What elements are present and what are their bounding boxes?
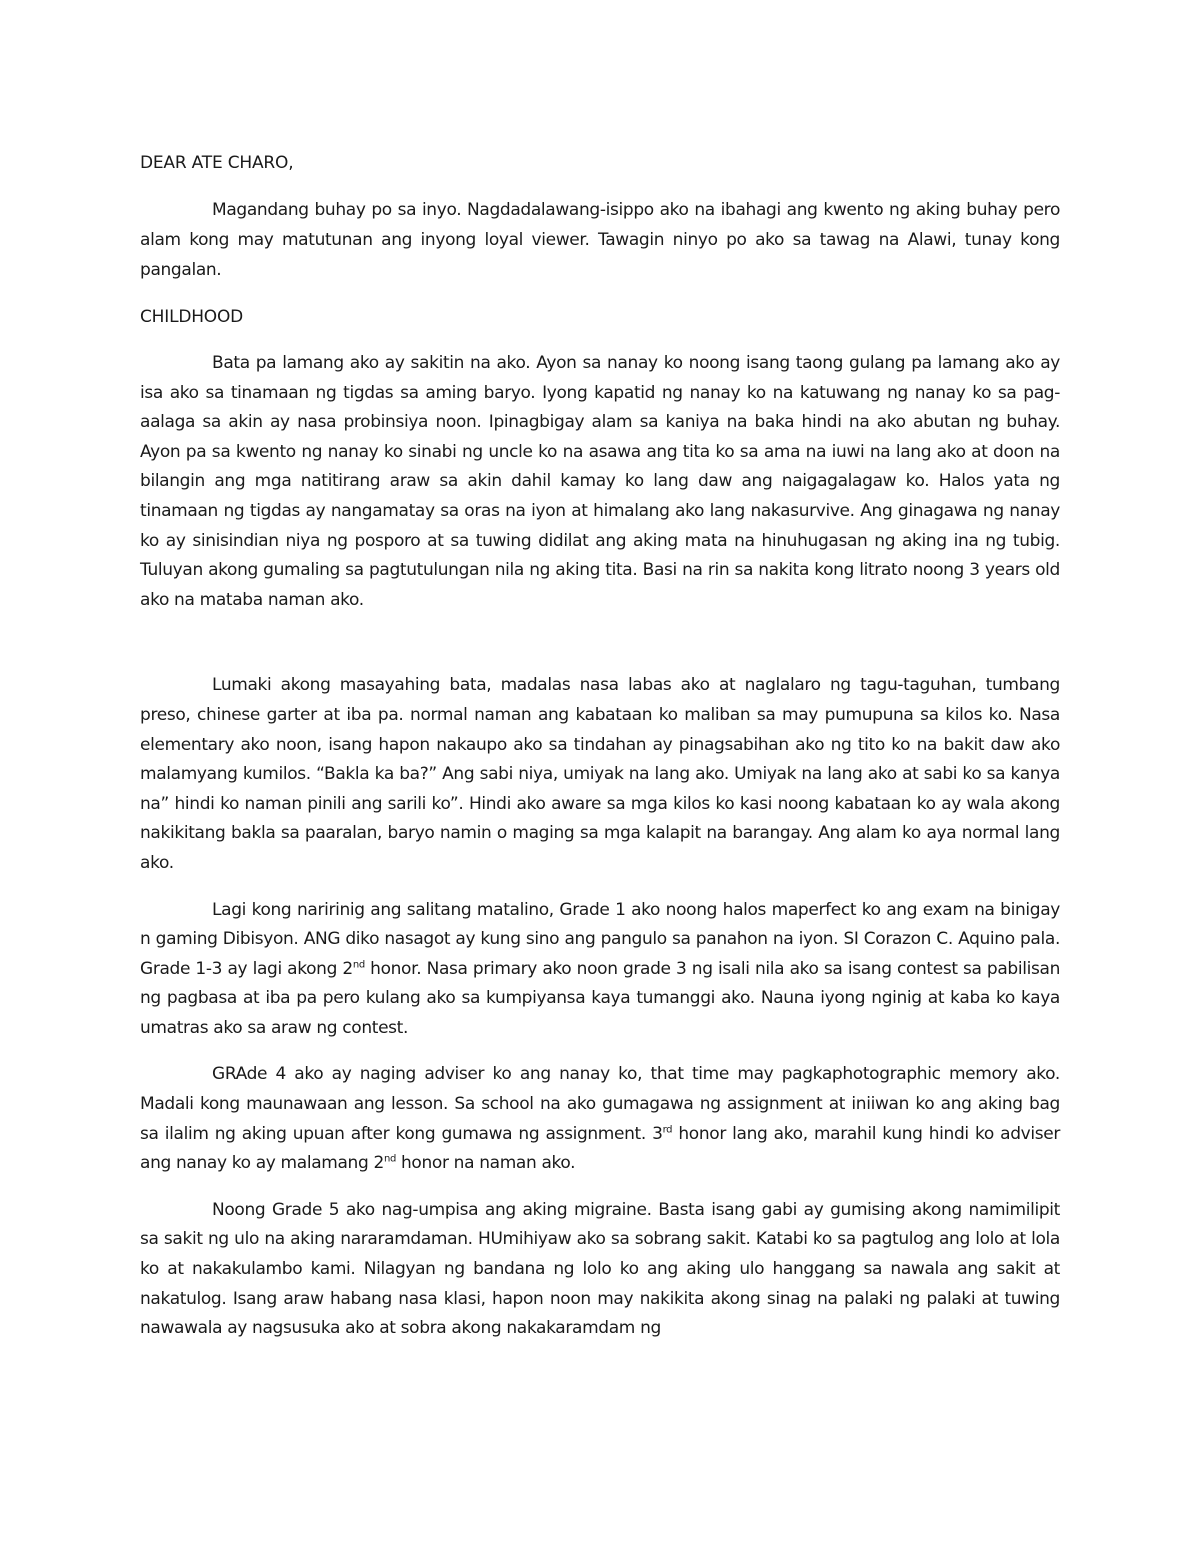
letter-body <box>140 148 1060 1361</box>
paragraph-text: Lagi kong naririnig ang salitang matalino, Grade 1 ako noong halos maperfect ko ang exam na binigay n gaming Dibisyon. ANG diko nasagot ay kung sino ang pangulo sa panahon na iyon. SI Corazon C. Aquino pala. Grade 1-3 ay lagi akong 2 <box>140 899 1060 979</box>
paragraph-grade-school <box>140 896 1060 1044</box>
paragraph-childhood-illness: Bata pa lamang ako ay sakitin na ako. Ayon sa nanay ko noong isang taong gulang pa lamang ako ay isa ako sa tinamaan ng tigdas sa aming baryo. Iyong kapatid ng nanay ko na katuwang ng nanay ko sa pag-aalaga sa akin ay nasa probinsiya noon. Ipinagbigay alam sa kaniya na baka hindi na ako abutan ng buhay. Ayon pa sa kwento ng nanay ko sinabi ng uncle ko na asawa ang tita ko sa ama na iuwi na lang ako at doon na bilangin ang mga natitirang araw sa akin dahil kamay ko lang daw ang naigagalagaw ko. Halos yata ng tinamaan ng tigdas ay nangamatay sa oras na iyon at himalang ako lang nakasurvive. Ang ginagawa ng nanay ko ay sinisindian niya ng posporo at sa tuwing didilat ang aking mata na hinuhugasan ng aking ina ng tubig. Tuluyan akong gumaling sa pagtutulungan nila ng aking tita. Basi na rin sa nakita kong litrato noong 3 years old ako na mataba naman ako. <box>140 353 1060 610</box>
paragraph-text: honor na naman ako. <box>395 1153 576 1174</box>
paragraph-text: honor. Nasa primary ako noon grade 3 ng isali nila ako sa isang contest sa pabilisan ng pagbasa at iba pa pero kulang ako sa kumpiyansa kaya tumanggi ako. Nauna iyong nginig at kaba ko kaya umatras ako sa araw ng contest. <box>140 958 1060 1038</box>
superscript-ordinal: nd <box>352 959 365 971</box>
paragraph-migraine: Noong Grade 5 ako nag-umpisa ang aking migraine. Basta isang gabi ay gumising akong namimilipit sa sakit ng ulo na aking nararamdaman. HUmihiyaw ako sa sobrang sakit. Katabi ko sa pagtulog ang lolo at lola ko at nakakulambo kami. Nilagyan ng bandana ng lolo ko ang aking ulo hanggang sa nawala ang sakit at nakatulog. Isang araw habang nasa klasi, hapon noon may nakikita akong sinag na palaki ng palaki at tuwing nawawala ay nagsusuka ako at sobra akong nakakaramdam ng <box>140 1199 1060 1339</box>
section-heading-childhood: CHILDHOOD <box>140 307 244 327</box>
paragraph-text: honor lang ako, marahil kung hindi ko adviser ang nanay ko ay malamang 2 <box>140 1123 1060 1174</box>
superscript-ordinal: nd <box>383 1153 396 1165</box>
paragraph-text: GRAde 4 ako ay naging adviser ko ang nanay ko, that time may pagkaphotographic memory ako. Madali kong maunawaan ang lesson. Sa school na ako gumagawa ng assignment at iniiwan ko ang aking bag sa ilalim ng aking upuan after kong gumawa ng assignment. 3 <box>140 1064 1060 1144</box>
superscript-ordinal: rd <box>662 1124 673 1135</box>
salutation: DEAR ATE CHARO, <box>140 153 294 173</box>
intro-paragraph: Magandang buhay po sa inyo. Nagdadalawang-isippo ako na ibahagi ang kwento ng aking buhay pero alam kong may matutunan ang inyong loyal viewer. Tawagin ninyo po ako sa tawag na Alawi, tunay kong pangalan. <box>140 200 1060 280</box>
paragraph-grade-four <box>140 1060 1060 1178</box>
paragraph-growing-up: Lumaki akong masayahing bata, madalas nasa labas ako at naglalaro ng tagu-taguhan, tumbang preso, chinese garter at iba pa. normal naman ang kabataan ko maliban sa may pumupuna sa kilos ko. Nasa elementary ako noon, isang hapon nakaupo ako sa tindahan ay pinagsabihan ako ng tito ko na bakit daw ako malamyang kumilos. “Bakla ka ba?” Ang sabi niya, umiyak na lang ako. Umiyak na lang ako at sabi ko sa kanya na” hindi ko naman pinili ang sarili ko”. Hindi ako aware sa mga kilos ko kasi noong kabataan ko ay wala akong nakikitang bakla sa paaralan, baryo namin o maging sa mga kalapit na barangay. Ang alam ko aya normal lang ako. <box>140 675 1060 873</box>
